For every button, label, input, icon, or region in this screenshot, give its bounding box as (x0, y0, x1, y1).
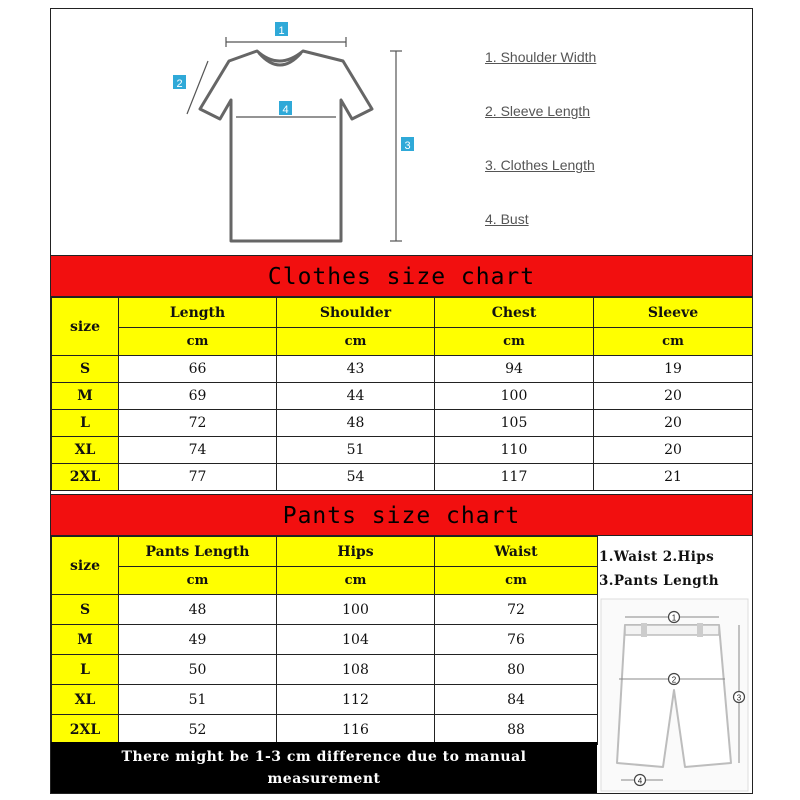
legend-clothes-length: 3. Clothes Length (485, 157, 595, 173)
measurement-note (51, 742, 597, 794)
tshirt-diagram (51, 9, 471, 255)
note-line1: There might be 1-3 cm difference due to manual (121, 749, 527, 765)
value-cell: 54 (277, 464, 435, 491)
clothes-row-2xl (52, 464, 753, 491)
value-cell: 74 (119, 437, 277, 464)
legend-shoulder-width: 1. Shoulder Width (485, 49, 597, 65)
shorts-marker-1 (669, 612, 680, 623)
note-line2: measurement (267, 771, 381, 787)
value-cell: 43 (277, 356, 435, 383)
size-cell: L (52, 655, 119, 685)
clothes-size-label: size (52, 298, 119, 356)
svg-text:1: 1 (278, 25, 285, 37)
unit-cm: cm (119, 567, 277, 595)
value-cell: 48 (119, 595, 277, 625)
size-cell: M (52, 383, 119, 410)
clothes-chart-title: Clothes size chart (51, 255, 752, 297)
marker-2 (173, 75, 186, 90)
value-cell: 51 (119, 685, 277, 715)
svg-text:3: 3 (404, 140, 411, 152)
shorts-marker-3 (734, 692, 745, 703)
value-cell: 112 (277, 685, 435, 715)
svg-text:3: 3 (736, 693, 742, 703)
value-cell: 44 (277, 383, 435, 410)
pants-header-length: Pants Length (119, 537, 277, 567)
pants-row-xl (52, 685, 598, 715)
pants-size-label: size (52, 537, 119, 595)
svg-text:2: 2 (671, 675, 677, 685)
pants-row-m (52, 625, 598, 655)
size-cell: XL (52, 685, 119, 715)
value-cell: 108 (277, 655, 435, 685)
legend-bust: 4. Bust (485, 211, 529, 227)
svg-text:2: 2 (176, 78, 183, 90)
value-cell: 72 (119, 410, 277, 437)
size-cell: XL (52, 437, 119, 464)
shorts-illustration (597, 595, 752, 794)
size-cell: L (52, 410, 119, 437)
value-cell: 105 (435, 410, 594, 437)
shorts-marker-4 (635, 775, 646, 786)
size-cell: S (52, 595, 119, 625)
legend-sleeve-length: 2. Sleeve Length (485, 103, 591, 119)
clothes-row-s (52, 356, 753, 383)
pants-header-hips: Hips (277, 537, 435, 567)
value-cell: 66 (119, 356, 277, 383)
tshirt-outline (200, 51, 372, 241)
size-cell: 2XL (52, 715, 119, 745)
clothes-header-shoulder: Shoulder (277, 298, 435, 328)
value-cell: 48 (277, 410, 435, 437)
value-cell: 77 (119, 464, 277, 491)
value-cell: 110 (435, 437, 594, 464)
value-cell: 80 (435, 655, 598, 685)
pants-size-table (51, 536, 598, 745)
size-chart-frame (50, 8, 753, 794)
unit-cm: cm (119, 328, 277, 356)
clothes-header-chest: Chest (435, 298, 594, 328)
value-cell: 20 (594, 437, 753, 464)
value-cell: 51 (277, 437, 435, 464)
size-cell: 2XL (52, 464, 119, 491)
clothes-header-length: Length (119, 298, 277, 328)
value-cell: 50 (119, 655, 277, 685)
value-cell: 20 (594, 383, 753, 410)
marker-1 (275, 22, 288, 37)
value-cell: 94 (435, 356, 594, 383)
svg-text:4: 4 (282, 104, 289, 116)
value-cell: 49 (119, 625, 277, 655)
value-cell: 104 (277, 625, 435, 655)
value-cell: 117 (435, 464, 594, 491)
clothes-row-xl (52, 437, 753, 464)
value-cell: 21 (594, 464, 753, 491)
pants-legend-line1: 1.Waist 2.Hips (599, 549, 715, 565)
pants-measurement-legend (597, 537, 752, 595)
value-cell: 52 (119, 715, 277, 745)
value-cell: 84 (435, 685, 598, 715)
pants-row-2xl (52, 715, 598, 745)
shorts-marker-2 (669, 674, 680, 685)
size-cell: S (52, 356, 119, 383)
marker-4 (279, 101, 292, 116)
value-cell: 88 (435, 715, 598, 745)
value-cell: 100 (277, 595, 435, 625)
value-cell: 20 (594, 410, 753, 437)
value-cell: 69 (119, 383, 277, 410)
clothes-header-sleeve: Sleeve (594, 298, 753, 328)
clothes-row-m (52, 383, 753, 410)
size-cell: M (52, 625, 119, 655)
pants-row-l (52, 655, 598, 685)
pants-header-waist: Waist (435, 537, 598, 567)
unit-cm: cm (594, 328, 753, 356)
value-cell: 72 (435, 595, 598, 625)
value-cell: 100 (435, 383, 594, 410)
tshirt-diagram-area (51, 9, 752, 255)
pants-row-s (52, 595, 598, 625)
svg-text:1: 1 (671, 613, 677, 623)
pants-chart-title: Pants size chart (51, 494, 752, 536)
marker-3 (401, 137, 414, 152)
shorts-diagram (597, 595, 752, 794)
unit-cm: cm (277, 567, 435, 595)
pants-legend-line2: 3.Pants Length (599, 573, 719, 589)
value-cell: 19 (594, 356, 753, 383)
clothes-row-l (52, 410, 753, 437)
unit-cm: cm (277, 328, 435, 356)
clothes-size-table (51, 297, 753, 491)
unit-cm: cm (435, 328, 594, 356)
unit-cm: cm (435, 567, 598, 595)
value-cell: 76 (435, 625, 598, 655)
svg-text:4: 4 (637, 776, 643, 786)
value-cell: 116 (277, 715, 435, 745)
